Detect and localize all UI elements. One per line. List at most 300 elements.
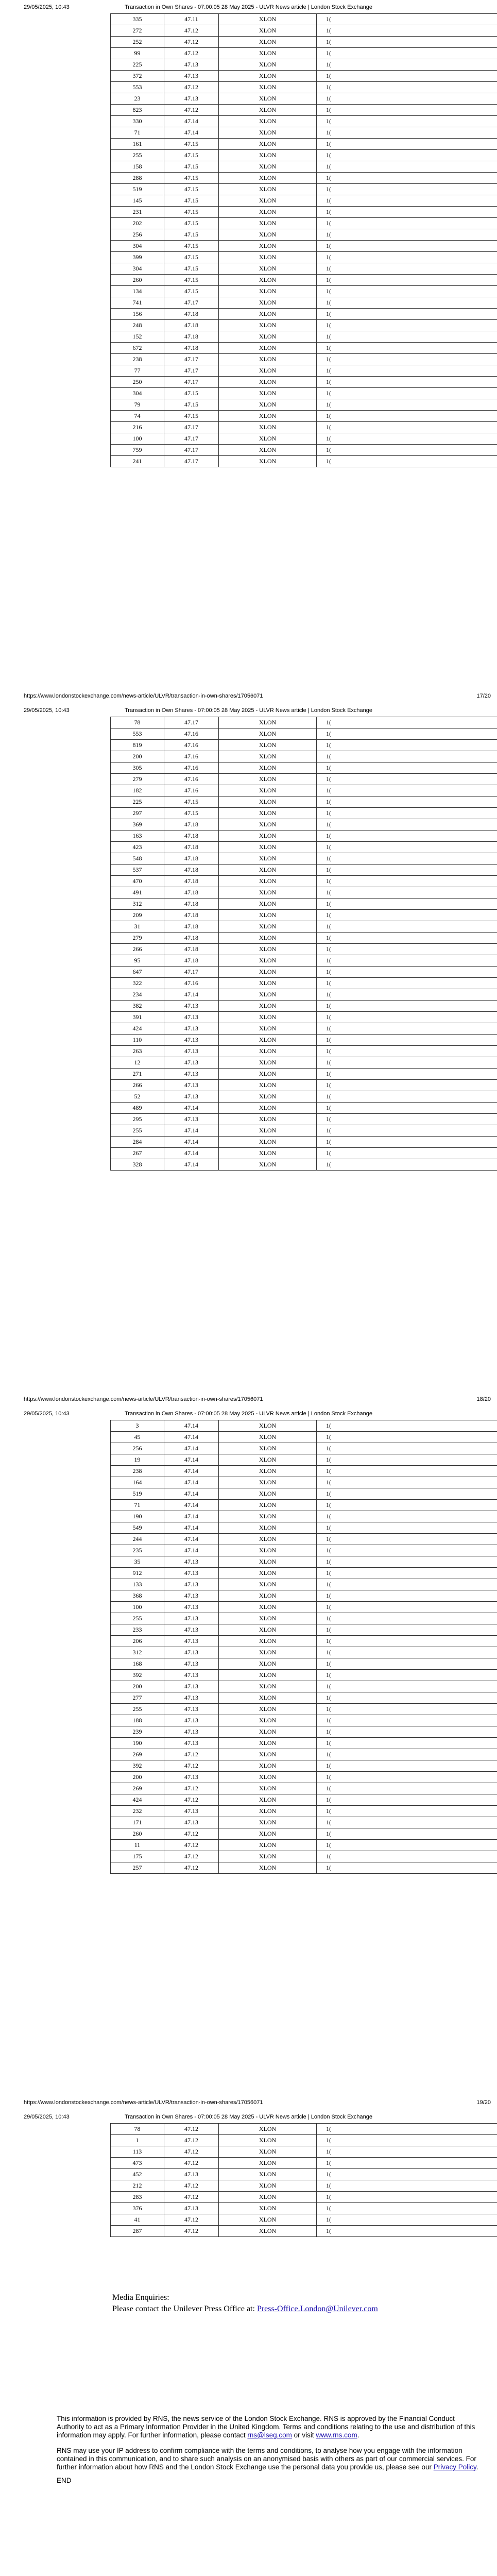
print-date: 29/05/2025, 10:43 [24, 4, 70, 10]
table-row [111, 377, 497, 388]
time-cell: 1( [317, 218, 497, 229]
press-office-email-link[interactable]: Press-Office.London@Unilever.com [256, 2304, 378, 2313]
volume-cell: 741 [111, 297, 164, 309]
table-row [111, 195, 497, 207]
volume-cell: 164 [111, 1477, 164, 1488]
table-row [111, 263, 497, 275]
price-cell: 47.12 [164, 1840, 219, 1851]
venue-cell: XLON [219, 865, 317, 876]
transactions-table [110, 2123, 497, 2237]
volume-cell: 175 [111, 1851, 164, 1862]
volume-cell: 269 [111, 1749, 164, 1760]
price-cell: 47.13 [164, 1023, 219, 1035]
table-row [111, 978, 497, 989]
venue-cell: XLON [219, 1488, 317, 1500]
price-cell: 47.12 [164, 1862, 219, 1874]
volume-cell: 252 [111, 37, 164, 48]
time-cell: 1( [317, 173, 497, 184]
time-cell: 1( [317, 365, 497, 377]
volume-cell: 759 [111, 445, 164, 456]
venue-cell: XLON [219, 37, 317, 48]
venue-cell: XLON [219, 876, 317, 887]
venue-cell: XLON [219, 1704, 317, 1715]
volume-cell: 161 [111, 139, 164, 150]
table-row [111, 1466, 497, 1477]
volume-cell: 335 [111, 14, 164, 25]
price-cell: 47.15 [164, 218, 219, 229]
time-cell: 1( [317, 275, 497, 286]
price-cell: 47.13 [164, 93, 219, 105]
table-row [111, 150, 497, 161]
volume-cell: 382 [111, 1001, 164, 1012]
volume-cell: 424 [111, 1794, 164, 1806]
time-cell: 1( [317, 853, 497, 865]
volume-cell: 277 [111, 1692, 164, 1704]
table-row [111, 252, 497, 263]
venue-cell: XLON [219, 1568, 317, 1579]
price-cell: 47.15 [164, 263, 219, 275]
time-cell: 1( [317, 1080, 497, 1091]
price-cell: 47.18 [164, 944, 219, 955]
venue-cell: XLON [219, 195, 317, 207]
volume-cell: 190 [111, 1738, 164, 1749]
volume-cell: 134 [111, 286, 164, 297]
table-row [111, 343, 497, 354]
print-title: Transaction in Own Shares - 07:00:05 28 May 2025 - ULVR News article | London Stock Exchange [125, 4, 372, 10]
price-cell: 47.13 [164, 2203, 219, 2214]
venue-cell: XLON [219, 275, 317, 286]
price-cell: 47.12 [164, 1749, 219, 1760]
table-row [111, 2203, 497, 2214]
volume-cell: 100 [111, 1602, 164, 1613]
price-cell: 47.13 [164, 1681, 219, 1692]
volume-cell: 19 [111, 1454, 164, 1466]
table-row [111, 207, 497, 218]
volume-cell: 470 [111, 876, 164, 887]
end-marker: END [57, 2477, 72, 2484]
price-cell: 47.15 [164, 139, 219, 150]
venue-cell: XLON [219, 728, 317, 740]
volume-cell: 171 [111, 1817, 164, 1828]
time-cell: 1( [317, 411, 497, 422]
time-cell: 1( [317, 1443, 497, 1454]
venue-cell: XLON [219, 887, 317, 899]
price-cell: 47.15 [164, 184, 219, 195]
venue-cell: XLON [219, 1862, 317, 1874]
venue-cell: XLON [219, 955, 317, 967]
price-cell: 47.15 [164, 195, 219, 207]
price-cell: 47.12 [164, 1851, 219, 1862]
venue-cell: XLON [219, 116, 317, 127]
time-cell: 1( [317, 1806, 497, 1817]
venue-cell: XLON [219, 2180, 317, 2192]
time-cell: 1( [317, 297, 497, 309]
price-cell: 47.14 [164, 1125, 219, 1137]
page-number: 18/20 [476, 1396, 491, 1402]
venue-cell: XLON [219, 1148, 317, 1159]
venue-cell: XLON [219, 354, 317, 365]
venue-cell: XLON [219, 456, 317, 467]
time-cell: 1( [317, 14, 497, 25]
table-row [111, 1760, 497, 1772]
venue-cell: XLON [219, 241, 317, 252]
venue-cell: XLON [219, 297, 317, 309]
rns-website-link[interactable]: www.rns.com [316, 2431, 357, 2439]
volume-cell: 328 [111, 1159, 164, 1171]
price-cell: 47.12 [164, 1783, 219, 1794]
venue-cell: XLON [219, 1420, 317, 1432]
time-cell: 1( [317, 1420, 497, 1432]
volume-cell: 269 [111, 1783, 164, 1794]
venue-cell: XLON [219, 1636, 317, 1647]
price-cell: 47.13 [164, 1602, 219, 1613]
volume-cell: 182 [111, 785, 164, 796]
volume-cell: 279 [111, 774, 164, 785]
volume-cell: 257 [111, 1862, 164, 1874]
venue-cell: XLON [219, 320, 317, 331]
volume-cell: 912 [111, 1568, 164, 1579]
table-row [111, 876, 497, 887]
volume-cell: 255 [111, 150, 164, 161]
venue-cell: XLON [219, 1103, 317, 1114]
volume-cell: 234 [111, 989, 164, 1001]
table-row [111, 1125, 497, 1137]
volume-cell: 110 [111, 1035, 164, 1046]
volume-cell: 231 [111, 207, 164, 218]
page-number: 19/20 [476, 2099, 491, 2106]
time-cell: 1( [317, 241, 497, 252]
table-row [111, 2169, 497, 2180]
venue-cell: XLON [219, 399, 317, 411]
time-cell: 1( [317, 842, 497, 853]
volume-cell: 248 [111, 320, 164, 331]
price-cell: 47.16 [164, 740, 219, 751]
table-row [111, 422, 497, 433]
table-row [111, 365, 497, 377]
table-row [111, 887, 497, 899]
time-cell: 1( [317, 48, 497, 59]
volume-cell: 212 [111, 2180, 164, 2192]
volume-cell: 152 [111, 331, 164, 343]
time-cell: 1( [317, 933, 497, 944]
volume-cell: 238 [111, 354, 164, 365]
page-footer [0, 1396, 497, 1403]
price-cell: 47.13 [164, 1012, 219, 1023]
price-cell: 47.12 [164, 1794, 219, 1806]
volume-cell: 368 [111, 1590, 164, 1602]
volume-cell: 255 [111, 1613, 164, 1624]
table-row [111, 774, 497, 785]
venue-cell: XLON [219, 1658, 317, 1670]
table-row [111, 1159, 497, 1171]
table-row [111, 785, 497, 796]
volume-cell: 271 [111, 1069, 164, 1080]
volume-cell: 489 [111, 1103, 164, 1114]
price-cell: 47.17 [164, 422, 219, 433]
time-cell: 1( [317, 1704, 497, 1715]
table-row [111, 14, 497, 25]
price-cell: 47.17 [164, 297, 219, 309]
time-cell: 1( [317, 1069, 497, 1080]
venue-cell: XLON [219, 229, 317, 241]
volume-cell: 553 [111, 728, 164, 740]
time-cell: 1( [317, 1500, 497, 1511]
time-cell: 1( [317, 25, 497, 37]
print-title: Transaction in Own Shares - 07:00:05 28 May 2025 - ULVR News article | London Stock Exchange [125, 2114, 372, 2120]
price-cell: 47.14 [164, 1159, 219, 1171]
volume-cell: 672 [111, 343, 164, 354]
venue-cell: XLON [219, 343, 317, 354]
table-row [111, 933, 497, 944]
price-cell: 47.12 [164, 82, 219, 93]
time-cell: 1( [317, 2169, 497, 2180]
price-cell: 47.13 [164, 1069, 219, 1080]
time-cell: 1( [317, 343, 497, 354]
table-row [111, 1772, 497, 1783]
volume-cell: 519 [111, 1488, 164, 1500]
price-cell: 47.13 [164, 1704, 219, 1715]
price-cell: 47.14 [164, 1500, 219, 1511]
price-cell: 47.17 [164, 354, 219, 365]
price-cell: 47.13 [164, 1692, 219, 1704]
venue-cell: XLON [219, 785, 317, 796]
volume-cell: 133 [111, 1579, 164, 1590]
transactions-table [110, 1420, 497, 1874]
venue-cell: XLON [219, 1012, 317, 1023]
price-cell: 47.17 [164, 433, 219, 445]
table-row [111, 37, 497, 48]
price-cell: 47.15 [164, 399, 219, 411]
venue-cell: XLON [219, 2135, 317, 2146]
price-cell: 47.12 [164, 105, 219, 116]
time-cell: 1( [317, 184, 497, 195]
table-row [111, 25, 497, 37]
table-row [111, 1851, 497, 1862]
time-cell: 1( [317, 1125, 497, 1137]
time-cell: 1( [317, 399, 497, 411]
price-cell: 47.12 [164, 2192, 219, 2203]
price-cell: 47.13 [164, 71, 219, 82]
volume-cell: 45 [111, 1432, 164, 1443]
table-row [111, 1500, 497, 1511]
table-row [111, 1511, 497, 1522]
page-header [0, 4, 497, 11]
price-cell: 47.13 [164, 1568, 219, 1579]
venue-cell: XLON [219, 1602, 317, 1613]
venue-cell: XLON [219, 740, 317, 751]
venue-cell: XLON [219, 1159, 317, 1171]
time-cell: 1( [317, 1738, 497, 1749]
volume-cell: 369 [111, 819, 164, 831]
venue-cell: XLON [219, 1477, 317, 1488]
volume-cell: 260 [111, 1828, 164, 1840]
table-row [111, 1057, 497, 1069]
table-row [111, 59, 497, 71]
table-row [111, 127, 497, 139]
price-cell: 47.13 [164, 1613, 219, 1624]
time-cell: 1( [317, 2180, 497, 2192]
table-row [111, 1114, 497, 1125]
venue-cell: XLON [219, 774, 317, 785]
price-cell: 47.16 [164, 751, 219, 762]
time-cell: 1( [317, 1749, 497, 1760]
venue-cell: XLON [219, 1091, 317, 1103]
volume-cell: 312 [111, 1647, 164, 1658]
time-cell: 1( [317, 456, 497, 467]
price-cell: 47.13 [164, 1091, 219, 1103]
table-row [111, 1624, 497, 1636]
price-cell: 47.18 [164, 921, 219, 933]
table-row [111, 1046, 497, 1057]
price-cell: 47.12 [164, 1760, 219, 1772]
venue-cell: XLON [219, 1500, 317, 1511]
time-cell: 1( [317, 59, 497, 71]
time-cell: 1( [317, 1715, 497, 1726]
price-cell: 47.17 [164, 717, 219, 728]
time-cell: 1( [317, 1772, 497, 1783]
volume-cell: 647 [111, 967, 164, 978]
price-cell: 47.14 [164, 116, 219, 127]
table-row [111, 48, 497, 59]
price-cell: 47.16 [164, 728, 219, 740]
table-row [111, 1080, 497, 1091]
price-cell: 47.12 [164, 2214, 219, 2226]
time-cell: 1( [317, 1432, 497, 1443]
volume-cell: 77 [111, 365, 164, 377]
time-cell: 1( [317, 1726, 497, 1738]
price-cell: 47.14 [164, 1466, 219, 1477]
time-cell: 1( [317, 774, 497, 785]
price-cell: 47.13 [164, 1080, 219, 1091]
media-heading: Media Enquiries: [112, 2293, 169, 2302]
print-date: 29/05/2025, 10:43 [24, 1411, 70, 1417]
price-cell: 47.15 [164, 411, 219, 422]
table-row [111, 388, 497, 399]
table-row [111, 1103, 497, 1114]
price-cell: 47.13 [164, 1057, 219, 1069]
volume-cell: 322 [111, 978, 164, 989]
volume-cell: 74 [111, 411, 164, 422]
price-cell: 47.13 [164, 1738, 219, 1749]
rns-email-link[interactable]: rns@lseg.com [247, 2431, 292, 2439]
table-row [111, 1137, 497, 1148]
price-cell: 47.18 [164, 899, 219, 910]
volume-cell: 372 [111, 71, 164, 82]
price-cell: 47.14 [164, 1534, 219, 1545]
venue-cell: XLON [219, 422, 317, 433]
time-cell: 1( [317, 2203, 497, 2214]
price-cell: 47.14 [164, 1511, 219, 1522]
table-row [111, 1432, 497, 1443]
venue-cell: XLON [219, 1749, 317, 1760]
time-cell: 1( [317, 2135, 497, 2146]
volume-cell: 823 [111, 105, 164, 116]
price-cell: 47.13 [164, 1715, 219, 1726]
time-cell: 1( [317, 1658, 497, 1670]
price-cell: 47.18 [164, 865, 219, 876]
price-cell: 47.13 [164, 1817, 219, 1828]
price-cell: 47.15 [164, 229, 219, 241]
time-cell: 1( [317, 1568, 497, 1579]
table-row [111, 2214, 497, 2226]
price-cell: 47.14 [164, 1137, 219, 1148]
venue-cell: XLON [219, 1738, 317, 1749]
venue-cell: XLON [219, 173, 317, 184]
time-cell: 1( [317, 1534, 497, 1545]
volume-cell: 283 [111, 2192, 164, 2203]
time-cell: 1( [317, 1012, 497, 1023]
venue-cell: XLON [219, 819, 317, 831]
table-row [111, 1556, 497, 1568]
time-cell: 1( [317, 921, 497, 933]
time-cell: 1( [317, 433, 497, 445]
time-cell: 1( [317, 207, 497, 218]
venue-cell: XLON [219, 978, 317, 989]
price-cell: 47.12 [164, 2135, 219, 2146]
table-row [111, 1420, 497, 1432]
volume-cell: 23 [111, 93, 164, 105]
time-cell: 1( [317, 71, 497, 82]
print-title: Transaction in Own Shares - 07:00:05 28 May 2025 - ULVR News article | London Stock Exchange [125, 707, 372, 714]
price-cell: 47.13 [164, 1114, 219, 1125]
time-cell: 1( [317, 37, 497, 48]
price-cell: 47.18 [164, 831, 219, 842]
venue-cell: XLON [219, 751, 317, 762]
volume-cell: 206 [111, 1636, 164, 1647]
transactions-table [110, 13, 497, 467]
venue-cell: XLON [219, 1579, 317, 1590]
price-cell: 47.13 [164, 1046, 219, 1057]
venue-cell: XLON [219, 1046, 317, 1057]
table-row [111, 842, 497, 853]
volume-cell: 232 [111, 1806, 164, 1817]
disclaimer-paragraph [57, 2415, 479, 2439]
time-cell: 1( [317, 127, 497, 139]
time-cell: 1( [317, 831, 497, 842]
print-url: https://www.londonstockexchange.com/news-article/ULVR/transaction-in-own-shares/17056071 [24, 1396, 263, 1402]
time-cell: 1( [317, 1103, 497, 1114]
time-cell: 1( [317, 1851, 497, 1862]
table-row [111, 796, 497, 808]
time-cell: 1( [317, 195, 497, 207]
venue-cell: XLON [219, 150, 317, 161]
venue-cell: XLON [219, 365, 317, 377]
table-row [111, 1534, 497, 1545]
privacy-policy-link[interactable]: Privacy Policy [433, 2463, 476, 2471]
table-row [111, 1670, 497, 1681]
media-contact [112, 2304, 378, 2314]
price-cell: 47.13 [164, 2169, 219, 2180]
venue-cell: XLON [219, 808, 317, 819]
volume-cell: 284 [111, 1137, 164, 1148]
volume-cell: 491 [111, 887, 164, 899]
time-cell: 1( [317, 978, 497, 989]
time-cell: 1( [317, 1636, 497, 1647]
volume-cell: 288 [111, 173, 164, 184]
time-cell: 1( [317, 263, 497, 275]
price-cell: 47.15 [164, 275, 219, 286]
venue-cell: XLON [219, 1454, 317, 1466]
price-cell: 47.14 [164, 1488, 219, 1500]
table-row [111, 1602, 497, 1613]
print-url: https://www.londonstockexchange.com/news-article/ULVR/transaction-in-own-shares/17056071 [24, 693, 263, 699]
time-cell: 1( [317, 331, 497, 343]
venue-cell: XLON [219, 831, 317, 842]
time-cell: 1( [317, 2226, 497, 2237]
price-cell: 47.17 [164, 967, 219, 978]
volume-cell: 113 [111, 2146, 164, 2158]
table-row [111, 1001, 497, 1012]
